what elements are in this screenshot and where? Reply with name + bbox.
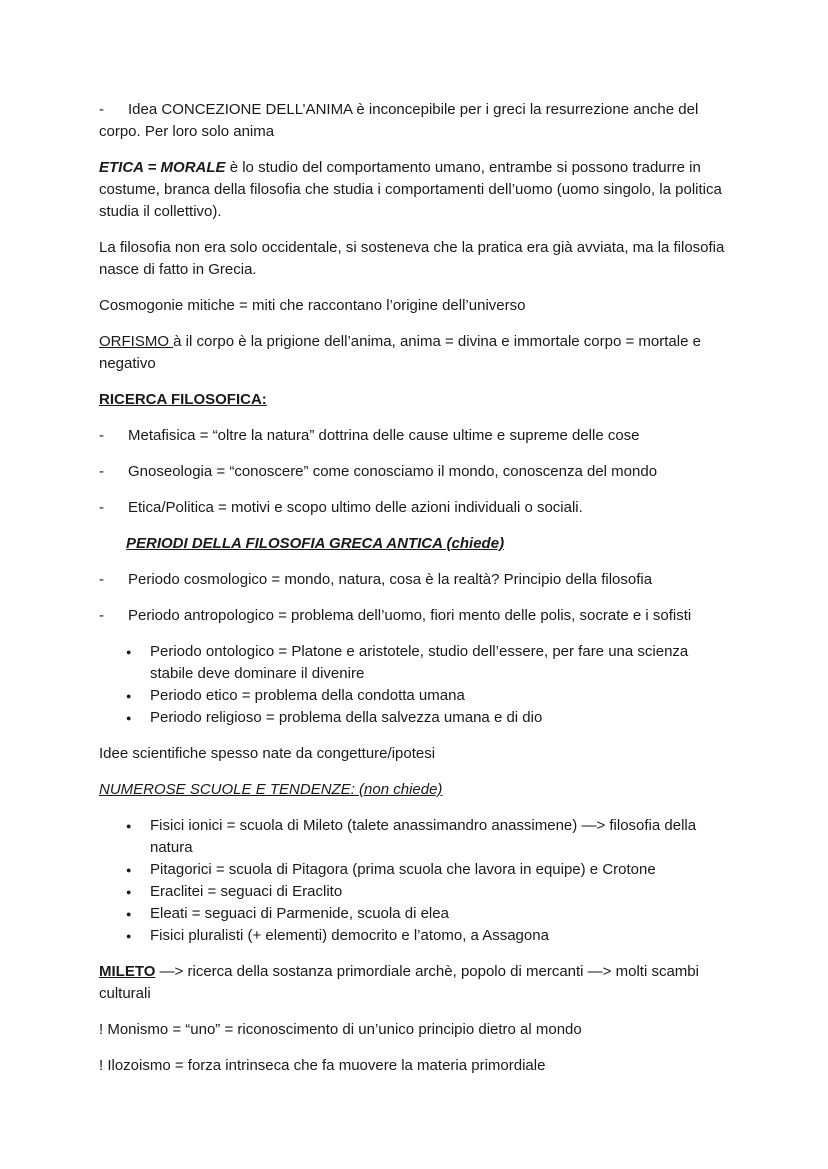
para-ilozoismo: ! Ilozoismo = forza intrinseca che fa muovere la materia primordiale [99,1057,546,1074]
heading-ricerca-filosofica: RICERCA FILOSOFICA: [99,391,267,408]
list-item [126,815,729,859]
para-orfismo [99,331,729,375]
list-item-text: Periodo etico = problema della condotta umana [150,687,465,704]
dash-marker: - [99,607,104,624]
list-item-text: Fisici pluralisti (+ elementi) democrito e l’atomo, a Assagona [150,927,549,944]
bullet-marker: ● [126,909,132,919]
dash-marker: - [99,463,104,480]
para-anima-concezione [99,99,729,143]
dash-item-gnoseologia [99,461,729,483]
dash-item-text: Metafisica = “oltre la natura” dottrina delle cause ultime e supreme delle cose [128,427,640,444]
dash-item-periodo-cosmologico [99,569,729,591]
dash-item-periodo-antropologico [99,605,729,627]
orfismo-rest: à il corpo è la prigione dell’anima, anima = divina e immortale corpo = mortale e negativo [99,333,701,372]
list-item-text: Pitagorici = scuola di Pitagora (prima scuola che lavora in equipe) e Crotone [150,861,656,878]
bullet-marker: ● [126,713,132,723]
bullet-list-scuole [99,815,729,947]
dash-marker: - [99,101,104,118]
mileto-lead: MILETO [99,963,156,980]
bullet-marker: ● [126,647,132,657]
mileto-rest: —> ricerca della sostanza primordiale archè, popolo di mercanti —> molti scambi culturali [99,963,699,1002]
bullet-list-periodi [99,641,729,729]
dash-item-text: Periodo antropologico = problema dell’uomo, fiori mento delle polis, socrate e i sofisti [128,607,692,624]
list-item-text: Fisici ionici = scuola di Mileto (talete anassimandro anassimene) —> filosofia della natura [150,817,697,856]
list-item [126,685,729,707]
para-mileto [99,961,729,1005]
dash-item-text: Etica/Politica = motivi e scopo ultimo delle azioni individuali o sociali. [128,499,583,516]
dash-item-text: Gnoseologia = “conoscere” come conosciamo il mondo, conoscenza del mondo [128,463,658,480]
list-item [126,641,729,685]
para-etica-morale [99,157,729,223]
dash-item-etica-politica [99,497,729,519]
bullet-marker: ● [126,887,132,897]
heading-numerose-scuole: NUMEROSE SCUOLE E TENDENZE: (non chiede) [99,781,443,798]
list-item-text: Eraclitei = seguaci di Eraclito [150,883,343,900]
list-item [126,859,729,881]
dash-item-text: Periodo cosmologico = mondo, natura, cosa è la realtà? Principio della filosofia [128,571,653,588]
para-monismo: ! Monismo = “uno” = riconoscimento di un’unico principio dietro al mondo [99,1021,582,1038]
dash-marker: - [99,571,104,588]
bullet-marker: ● [126,931,132,941]
list-item [126,903,729,925]
list-item [126,707,729,729]
dash-marker: - [99,499,104,516]
orfismo-lead: ORFISMO [99,333,174,350]
bullet-marker: ● [126,865,132,875]
para-idee-scientifiche: Idee scientifiche spesso nate da congetture/ipotesi [99,745,436,762]
dash-item-metafisica [99,425,729,447]
list-item-text: Periodo religioso = problema della salvezza umana e di dio [150,709,543,726]
para-filosofia-occidentale: La filosofia non era solo occidentale, si sosteneva che la pratica era già avviata, ma la filosofia nasce di fatto in Grecia. [99,239,725,278]
etica-rest: è lo studio del comportamento umano, entrambe si possono tradurre in costume, branca della filosofia che studia i comportamenti dell’uomo (uomo singolo, la politica studia il collettivo). [99,159,722,220]
bullet-marker: ● [126,691,132,701]
dash-marker: - [99,427,104,444]
para-cosmogonie: Cosmogonie mitiche = miti che raccontano l’origine dell’universo [99,297,526,314]
etica-lead: ETICA = MORALE [99,159,226,176]
bullet-marker: ● [126,821,132,831]
list-item [126,925,729,947]
para-anima-text: Idea CONCEZIONE DELL’ANIMA è inconcepibile per i greci la resurrezione anche del corpo. Per loro solo anima [99,101,699,140]
list-item-text: Periodo ontologico = Platone e aristotele, studio dell’essere, per fare una scienza stabile deve dominare il divenire [150,643,689,682]
list-item [126,881,729,903]
heading-periodi-filosofia-greca: PERIODI DELLA FILOSOFIA GRECA ANTICA (chiede) [126,535,505,552]
list-item-text: Eleati = seguaci di Parmenide, scuola di elea [150,905,449,922]
